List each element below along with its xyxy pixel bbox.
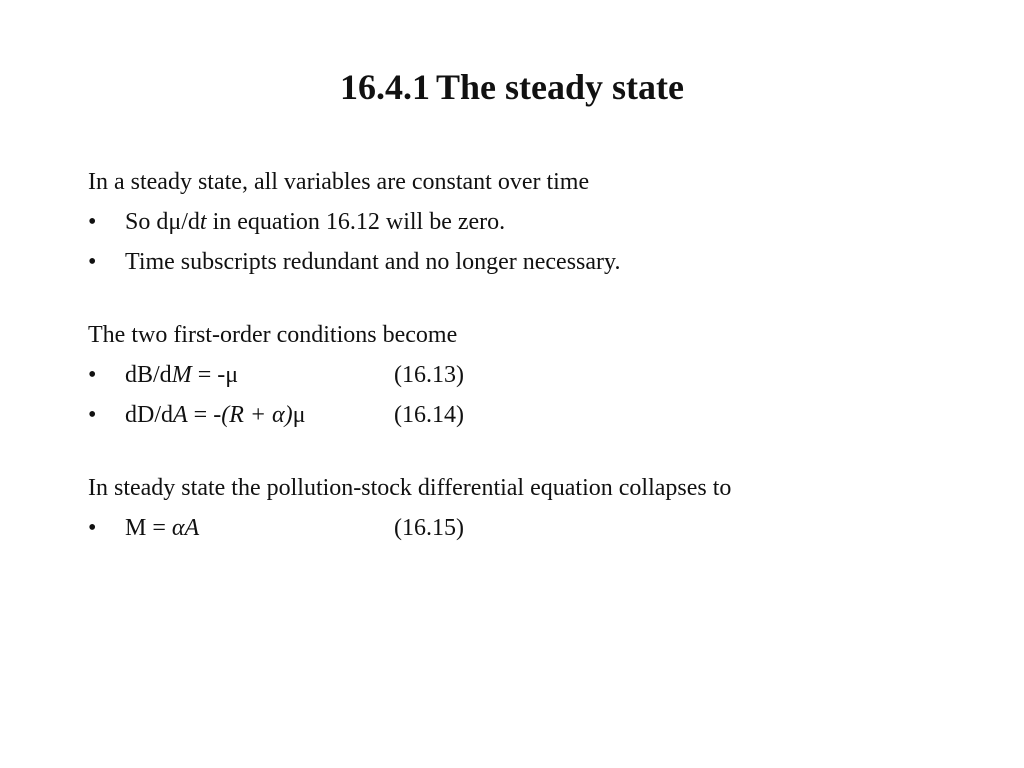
eq-r-plus-alpha: (R + α)	[221, 402, 293, 428]
slide-body	[88, 166, 968, 544]
eq-part: = -μ	[191, 362, 239, 388]
spacer	[88, 431, 968, 472]
bullet-glyph: •	[88, 209, 97, 235]
eq-var-a: A	[173, 402, 188, 428]
steady-state-intro: In a steady state, all variables are constant over time	[88, 169, 590, 195]
eq-part: dD/d	[125, 402, 173, 428]
eq-alpha-a: αA	[171, 515, 200, 541]
bullet-glyph: •	[88, 515, 97, 541]
equation-16-15	[88, 512, 968, 544]
bullet-time-subscripts	[88, 246, 968, 278]
equation-16-13	[88, 359, 968, 391]
bullet-text-prefix: So dμ/d	[125, 209, 200, 235]
eq-part: dB/d	[125, 362, 172, 388]
first-order-intro: The two first-order conditions become	[88, 322, 458, 348]
eq-var-m: M	[171, 362, 192, 388]
bullet-text: Time subscripts redundant and no longer necessary.	[125, 249, 621, 275]
equation-label: (16.13)	[394, 362, 464, 388]
pollution-stock-intro: In steady state the pollution-stock differential equation collapses to	[88, 475, 732, 501]
equation-label: (16.14)	[394, 402, 464, 428]
spacer	[88, 278, 968, 319]
bullet-glyph: •	[88, 402, 97, 428]
bullet-glyph: •	[88, 362, 97, 388]
eq-mu: μ	[292, 402, 306, 428]
eq-part: M =	[125, 515, 172, 541]
eq-part: = -	[187, 402, 222, 428]
equation-label: (16.15)	[394, 515, 464, 541]
bullet-glyph: •	[88, 249, 97, 275]
bullet-text-suffix: in equation 16.12 will be zero.	[206, 209, 506, 235]
section-title-text: The steady state	[436, 67, 684, 107]
bullet-text-italic: t	[199, 209, 207, 235]
slide-title	[0, 64, 1024, 110]
equation-16-14	[88, 399, 968, 431]
bullet-dmu-dt	[88, 206, 968, 238]
section-number: 16.4.1	[340, 67, 430, 107]
